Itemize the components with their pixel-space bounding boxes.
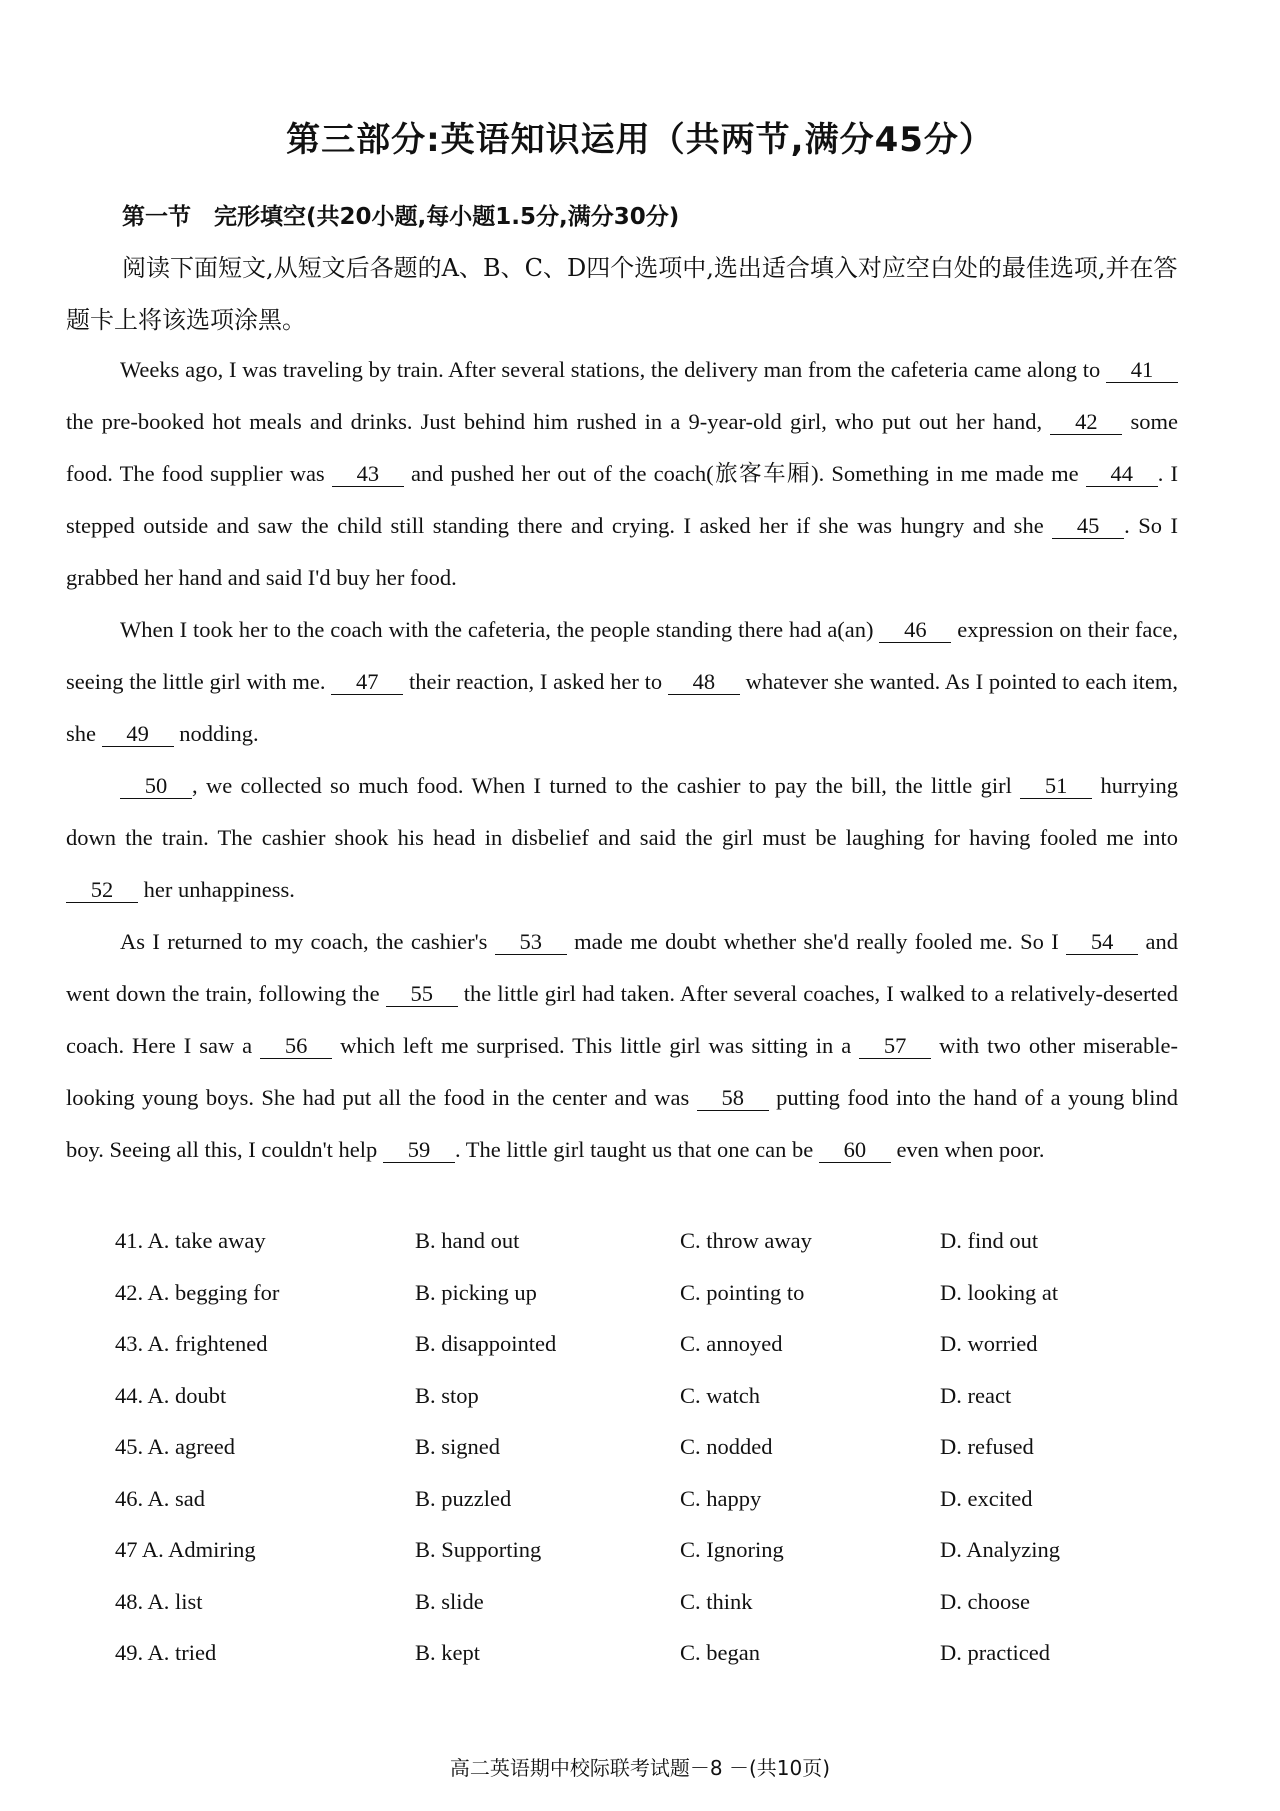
option-row-42 [115,1280,1115,1332]
option-d: D. worried [940,1331,1038,1356]
part-title: 第三部分:英语知识运用（共两节,满分45分） [286,120,994,160]
option-c: C. throw away [680,1228,812,1253]
option-c: C. pointing to [680,1279,805,1305]
option-b: B. kept [415,1640,480,1665]
text: When I took her to the coach with the cafeteria, the people standing there had a(an) [120,617,880,642]
blank-47: 47 [331,670,403,695]
option-a: 48. A. list [115,1588,203,1614]
option-b: B. slide [415,1588,484,1614]
blank-58: 58 [697,1086,769,1111]
text: putting food into the hand of a young blind boy. Seeing all this, I couldn't help [66,1085,1178,1162]
option-b: B. puzzled [415,1485,512,1511]
option-row-43 [115,1331,1115,1383]
blank-46: 46 [879,618,951,643]
paragraph-1 [66,344,1178,604]
option-a: 42. A. begging for [115,1279,280,1305]
option-row-47 [115,1537,1115,1589]
text: expression on their face, seeing the little girl with me. [66,617,1178,694]
option-c: C. think [680,1588,753,1614]
text: . The little girl taught us that one can be [454,1137,819,1162]
text: even when poor. [890,1137,1045,1162]
option-c: C. watch [680,1382,760,1408]
option-a: 46. A. sad [115,1485,205,1511]
option-row-41 [115,1228,1115,1280]
option-a: 44. A. doubt [115,1382,227,1408]
paragraph-4 [66,916,1178,1176]
option-row-44 [115,1383,1115,1435]
option-row-48 [115,1589,1115,1641]
blank-59: 59 [383,1138,455,1163]
option-d: D. find out [940,1228,1039,1253]
option-c: C. began [680,1640,760,1665]
text: with two other miserable-looking young boys. She had put all the food in the center and was [66,1033,1178,1110]
text: . So I grabbed her hand and said I'd buy her food. [66,513,1178,590]
option-b: B. Supporting [415,1537,542,1562]
option-b: B. picking up [415,1279,537,1305]
blank-49: 49 [102,722,174,747]
text: which left me surprised. This little girl was sitting in a [332,1033,860,1058]
option-d: D. refused [940,1434,1034,1459]
blank-43: 43 [332,462,404,487]
option-d: D. choose [940,1588,1030,1614]
option-b: B. hand out [415,1228,520,1253]
option-row-49 [115,1640,1115,1692]
text: . I stepped outside and saw the child still standing there and crying. I asked her if she was hungry and she [66,461,1178,538]
blank-60: 60 [819,1138,891,1163]
blank-44: 44 [1086,462,1158,487]
text: whatever she wanted. As I pointed to each item, she [66,669,1178,746]
text: and went down the train, following the [66,929,1178,1006]
option-d: D. practiced [940,1640,1050,1665]
option-c: C. annoyed [680,1331,783,1356]
blank-50: 50 [120,774,192,799]
text: nodding. [173,721,259,746]
text: hurrying down the train. The cashier shook his head in disbelief and said the girl must be laughing for having fooled me into [66,773,1178,850]
blank-41: 41 [1106,358,1178,383]
blank-57: 57 [859,1034,931,1059]
instructions: 阅读下面短文,从短文后各题的A、B、C、D四个选项中,选出适合填入对应空白处的最佳选项,并在答题卡上将该选项涂黑。 [66,254,1178,334]
text: her unhappiness. [138,877,295,902]
answer-options [115,1228,1115,1692]
blank-42: 42 [1050,410,1122,435]
blank-48: 48 [668,670,740,695]
option-a: 49. A. tried [115,1640,217,1665]
text: and pushed her out of the coach(旅客车厢). Something in me made me [403,461,1086,486]
blank-56: 56 [260,1034,332,1059]
section-title: 第一节 完形填空(共20小题,每小题1.5分,满分30分) [122,204,680,230]
text: the pre-booked hot meals and drinks. Just behind him rushed in a 9-year-old girl, who put out her hand, [66,409,1051,434]
option-d: D. react [940,1382,1012,1408]
option-c: C. nodded [680,1434,773,1459]
text: made me doubt whether she'd really fooled me. So I [566,929,1067,954]
option-c: C. Ignoring [680,1537,784,1562]
option-b: B. signed [415,1434,501,1459]
paragraph-3 [66,760,1178,916]
page-footer: 高二英语期中校际联考试题－8 －(共10页) [449,1756,831,1780]
blank-51: 51 [1020,774,1092,799]
option-a: 43. A. frightened [115,1331,268,1356]
option-d: D. looking at [940,1279,1059,1305]
option-c: C. happy [680,1485,762,1511]
option-d: D. excited [940,1485,1033,1511]
blank-55: 55 [386,982,458,1007]
text: their reaction, I asked her to [403,669,668,694]
cloze-passage [66,344,1178,1176]
option-a: 41. A. take away [115,1228,266,1253]
option-d: D. Analyzing [940,1537,1060,1562]
option-a: 45. A. agreed [115,1434,235,1459]
option-row-45 [115,1434,1115,1486]
text: As I returned to my coach, the cashier's [120,929,495,954]
text: some food. The food supplier was [66,409,1178,486]
option-row-46 [115,1486,1115,1538]
option-b: B. disappointed [415,1331,557,1356]
blank-53: 53 [495,930,567,955]
option-b: B. stop [415,1382,479,1408]
blank-45: 45 [1052,514,1124,539]
option-a: 47 A. Admiring [115,1537,256,1562]
blank-52: 52 [66,878,138,903]
blank-54: 54 [1066,930,1138,955]
text: Weeks ago, I was traveling by train. After several stations, the delivery man from the cafeteria came along to [120,357,1106,382]
paragraph-2 [66,604,1178,760]
text: , we collected so much food. When I turned to the cashier to pay the bill, the little girl [192,773,1021,798]
text: the little girl had taken. After several coaches, I walked to a relatively-deserted coach. Here I saw a [66,981,1178,1058]
